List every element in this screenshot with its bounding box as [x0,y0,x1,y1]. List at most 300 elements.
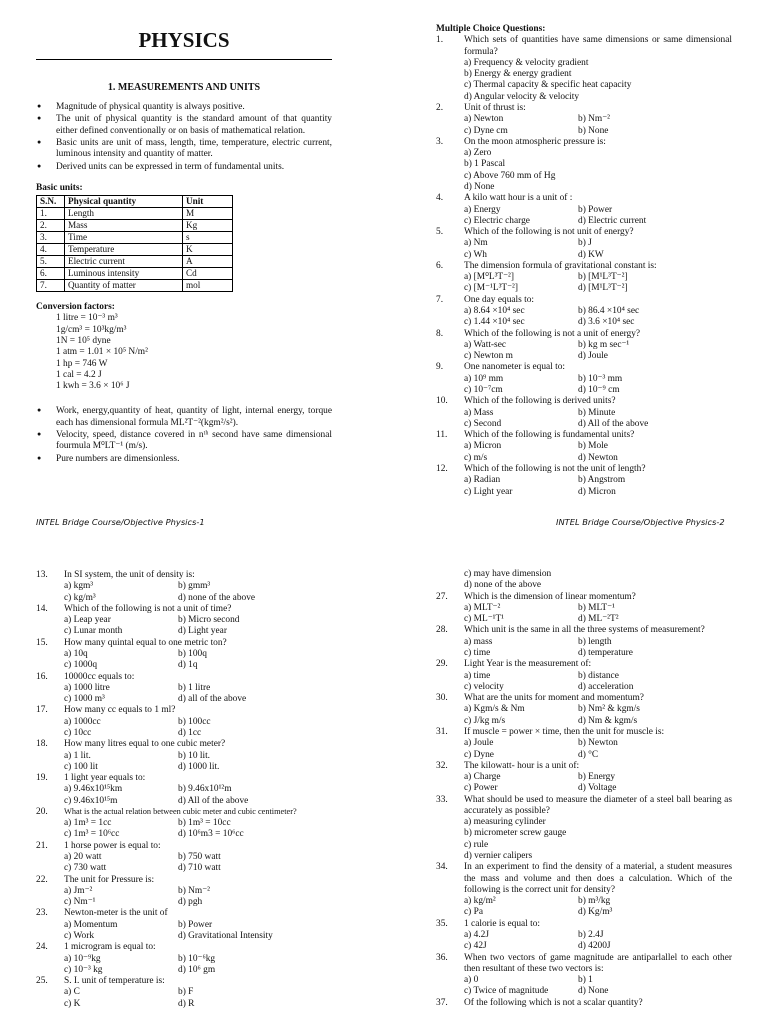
answer-option: b) MLT⁻¹ [578,602,615,613]
answer-option: b) 86.4 ×10⁴ sec [578,306,640,317]
answer-option: b) 10⁻³ mm [578,373,623,384]
table-cell: A [183,256,233,268]
question-number: 30. [436,693,448,704]
answer-option: b) Mole [578,441,608,452]
answer-option: c) Nm⁻¹ [64,897,96,908]
option-group [36,649,336,672]
answer-option: c) Power [464,783,498,794]
question-number: 35. [436,918,448,929]
question-number: 20. [36,806,48,817]
question-number: 33. [436,794,448,805]
basic-units-heading: Basic units: [36,182,83,193]
question-text: 1 microgram is equal to: [64,942,156,953]
answer-option: b) Nm⁻² [178,885,210,896]
answer-option: b) Power [578,204,613,215]
option-group [436,704,732,727]
option-group [36,852,336,875]
answer-option: c) 1000q [64,660,98,671]
question-item [36,875,336,909]
mcq-list-page3 [36,570,336,1010]
answer-option: c) Pa [464,907,484,918]
question-text: A kilo watt hour is a unit of : [464,193,573,204]
question-item [436,693,732,727]
answer-option: a) 1000cc [64,716,101,727]
question-row [36,773,336,784]
bullet-item: ● The unit of physical quantity is the standard amount of that quantity either defined conventionally or on basis of mathematical relation. [36,114,332,137]
answer-option: d) Light year [178,626,227,637]
answer-option: a) Kgm/s & Nm [464,704,525,715]
answer-option: c) 100 lit [64,761,98,772]
bullet-item: ● Pure numbers are dimensionless. [36,454,332,465]
question-row [436,261,732,272]
answer-option: d) Angular velocity & velocity [464,91,580,102]
answer-option: a) [M⁰L³T⁻²] [464,272,514,283]
answer-option: a) kg/m² [464,896,496,907]
answer-option: d) Micron [578,486,616,497]
intro-bullet-list [36,102,332,173]
option-group [436,148,732,193]
question-number: 24. [36,942,48,953]
question-text: Which of the following is not the unit of length? [464,463,646,474]
option-group [436,340,732,363]
answer-option: d) Electric current [578,215,647,226]
question-number: 36. [436,952,448,963]
option-group [436,408,732,431]
answer-option: a) Energy [464,204,501,215]
question-text: Unit of thrust is: [464,102,526,113]
question-text: The unit for Pressure is: [64,874,155,885]
question-number: 13. [36,570,48,580]
question-text: Which of the following is not a unit of time? [64,603,232,614]
answer-option: c) velocity [464,681,504,692]
question-text: The dimension formula of gravitational constant is: [464,260,657,271]
answer-option: d) All of the above [578,418,649,429]
question-number: 27. [436,591,448,602]
question-row [436,193,732,204]
answer-option: c) 10cc [64,727,92,738]
answer-option: d) all of the above [178,694,247,705]
question-row [436,795,732,818]
bullet-item: ● Magnitude of physical quantity is always positive. [36,102,332,113]
answer-option: a) mass [464,636,493,647]
table-header-row [37,196,233,208]
answer-option: d) none of the above [464,580,542,591]
answer-option: c) Lunar month [64,626,123,637]
answer-option: a) Newton [464,114,504,125]
answer-option: b) Nm² & kgm/s [578,704,640,715]
answer-option: d) All of the above [178,795,249,806]
answer-option: a) Micron [464,441,502,452]
option-group [436,738,732,761]
answer-option: b) Newton [578,738,618,749]
question-item [36,739,336,773]
question-item [436,727,732,761]
table-row [37,244,233,256]
table-cell: Cd [183,268,233,280]
question-text: Newton-meter is the unit of [64,908,168,919]
answer-option: d) [M¹L³T⁻²] [578,283,628,294]
question-text: What is the actual relation between cubic meter and cubic centimeter? [64,806,297,816]
question-row [36,976,336,987]
answer-option: b) kg m sec⁻¹ [578,339,630,350]
question-text: On the moon atmospheric pressure is: [464,136,606,147]
answer-option: b) 9.46x10¹²m [178,784,232,795]
answer-option: a) 10⁹ mm [464,373,504,384]
question-number: 8. [436,328,444,339]
answer-option: d) ML⁻²T² [578,614,619,625]
option-group [436,114,732,137]
answer-option: d) acceleration [578,681,634,692]
question-text: Which of the following is fundamental units? [464,430,635,441]
question-item [436,227,732,261]
answer-option: a) 9.46x10¹⁵km [64,784,123,795]
table-header-cell: S.N. [37,196,65,208]
question-number: 16. [36,671,48,682]
question-text: 1 calorie is equal to: [464,918,541,929]
answer-option: a) kgm³ [64,581,94,592]
answer-option: b) 10 lit. [178,750,211,761]
table-cell: mol [183,280,233,292]
answer-option: c) Twice of magnitude [464,986,549,997]
answer-option: b) Nm⁻² [578,114,610,125]
question-row [436,362,732,373]
question-row [436,430,732,441]
answer-option: d) temperature [578,647,633,658]
answer-option: b) 1 litre [178,682,211,693]
bullet-item: ● Derived units can be expressed in term of fundamental units. [36,162,332,173]
table-cell: Quantity of matter [65,280,183,292]
question-row [36,908,336,919]
question-number: 3. [436,136,444,147]
table-cell: M [183,208,233,220]
question-item [436,862,732,918]
question-item [36,976,336,1010]
option-group [36,751,336,774]
option-group [436,603,732,626]
table-row [37,268,233,280]
question-number: 1. [436,35,444,46]
question-row [436,998,732,1009]
question-number: 19. [36,773,48,784]
table-row [37,220,233,232]
option-group [36,920,336,943]
conversion-item: 1 cal = 4.2 J [56,369,102,380]
answer-option: b) Power [178,919,213,930]
question-item [36,705,336,739]
question-number: 11. [436,430,448,441]
conversion-item: 1 kwh = 3.6 × 10⁶ J [56,381,130,392]
answer-option: c) Work [64,931,95,941]
answer-option: b) 1 [578,975,593,986]
page-sheet-2 [0,522,768,1024]
table-cell: 7. [37,280,65,292]
table-cell: 3. [37,232,65,244]
question-item [36,841,336,875]
continued-options [436,569,732,592]
question-number: 23. [36,908,48,919]
question-item [436,761,732,795]
question-text: Light Year is the measurement of: [464,659,592,670]
answer-option: a) time [464,670,491,681]
question-item [36,773,336,807]
question-item [436,193,732,227]
question-item [436,261,732,295]
question-text: Which of the following is derived units? [464,396,616,407]
answer-option: d) None [578,986,609,997]
table-header-cell: Unit [183,196,233,208]
question-row [436,103,732,114]
question-item [36,604,336,638]
answer-option: c) may have dimension [464,569,552,579]
answer-option: c) time [464,647,491,658]
answer-option: c) [M⁻¹L³T⁻²] [464,283,518,294]
answer-option: c) ML⁻¹T¹ [464,614,504,625]
question-number: 5. [436,227,444,238]
dimension-bullet-list [36,406,332,464]
question-row [436,227,732,238]
conversion-heading: Conversion factors: [36,302,115,313]
answer-option: a) 1 lit. [64,750,91,761]
answer-option: a) 20 watt [64,852,102,863]
question-text: Which of the following is not a unit of energy? [464,328,641,339]
answer-option: d) Kg/m³ [578,907,613,918]
answer-option: d) 1cc [178,727,202,738]
question-number: 10. [436,396,448,407]
answer-option: c) 1000 m³ [64,694,105,705]
bullet-item: ● Work, energy,quantity of heat, quantity of light, internal energy, torque each has dimensional formula ML²T⁻²(kgm²/s²). [36,406,332,429]
question-text: The kilowatt- hour is a unit of: [464,760,580,771]
question-item [436,625,732,659]
footer-page1: INTEL Bridge Course/Objective Physics-1 [36,517,205,527]
question-number: 2. [436,102,444,113]
answer-option: d) 3.6 ×10⁴ sec [578,317,635,328]
question-text: In SI system, the unit of density is: [64,570,195,580]
question-number: 15. [36,637,48,648]
option-group [36,581,336,604]
option-group [436,671,732,694]
answer-option: a) Frequency & velocity gradient [464,57,589,68]
option-group [436,896,732,919]
answer-option: b) 1 Pascal [464,159,506,170]
question-row [36,942,336,953]
answer-option: a) Mass [464,407,494,418]
question-row [436,953,732,976]
answer-option: b) Micro second [178,615,240,626]
answer-option: d) None [464,181,495,192]
answer-option: c) 9.46x10¹⁵m [64,795,118,806]
chapter-heading: 1. MEASUREMENTS AND UNITS [107,82,261,94]
answer-option: b) Energy & energy gradient [464,69,572,80]
page-title: PHYSICS [138,28,230,52]
footer-page2: INTEL Bridge Course/Objective Physics-2 [556,517,725,527]
question-text: Which sets of quantities have same dimensions or same dimensional formula? [464,35,732,57]
answer-option: b) [M¹L³T⁻²] [578,272,628,283]
question-row [36,875,336,886]
table-cell: 4. [37,244,65,256]
answer-option: c) 10⁻³ kg [64,964,103,975]
table-row [37,280,233,292]
option-group [436,772,732,795]
answer-option: d) 10⁶m3 = 10⁶cc [178,829,244,840]
conversion-item: 1g/cm³ = 10³kg/m³ [56,324,127,335]
bullet-item: ● Velocity, speed, distance covered in nᵗʰ second have same dimensional fourmula M⁰LT⁻¹ (m/s). [36,430,332,453]
question-row [436,464,732,475]
question-item [36,672,336,706]
answer-option: d) °C [578,749,599,760]
answer-option: b) 100cc [178,716,211,727]
question-item [436,430,732,464]
answer-option: c) Above 760 mm of Hg [464,170,556,181]
answer-option: b) J [578,238,592,249]
question-text: S. I. unit of temperature is: [64,976,165,987]
conversion-item: 1N = 10⁵ dyne [56,336,111,346]
question-text: What should be used to measure the diameter of a steel ball bearing as accurately as possible? [464,794,732,816]
answer-option: b) Minute [578,407,616,418]
answer-option: b) Angstrom [578,475,626,486]
answer-option: b) 1m³ = 10cc [178,818,231,829]
answer-option: a) Charge [464,772,501,783]
question-text: Which of the following is not unit of energy? [464,227,634,238]
option-group [36,886,336,909]
answer-option: c) 42J [464,941,487,952]
answer-option: a) 10q [64,648,88,659]
question-text: 1 horse power is equal to: [64,840,161,851]
answer-option: c) m/s [464,452,488,463]
answer-option: a) Zero [464,148,492,159]
answer-option: b) distance [578,670,619,681]
answer-option: b) 100q [178,648,207,659]
option-group [436,58,732,103]
option-group [436,441,732,464]
question-row [436,396,732,407]
table-cell: Length [65,208,183,220]
answer-option: d) 1000 lit. [178,761,220,772]
answer-option: a) 0 [464,975,479,986]
option-group [36,615,336,638]
question-number: 37. [436,997,448,1008]
answer-option: d) Nm & kgm/s [578,715,638,726]
table-cell: Luminous intensity [65,268,183,280]
basic-units-table [36,195,233,292]
table-cell: Temperature [65,244,183,256]
answer-option: a) Radian [464,475,501,486]
page1-column [36,0,332,466]
question-row [36,739,336,750]
option-group [436,205,732,228]
page2-column [436,0,732,498]
answer-option: d) 10⁶ gm [178,964,216,975]
question-text: How many quintal equal to one metric ton? [64,637,227,648]
table-cell: 5. [37,256,65,268]
question-row [436,659,732,670]
question-row [436,862,732,896]
option-group [36,954,336,977]
option-group [436,817,732,862]
table-cell: K [183,244,233,256]
question-row [436,137,732,148]
answer-option: a) Nm [464,238,488,249]
table-row [37,232,233,244]
option-group [36,717,336,740]
table-cell: Time [65,232,183,244]
answer-option: b) 750 watt [178,852,221,863]
question-text: One nanometer is equal to: [464,362,566,373]
option-group [436,975,732,998]
bullet-item: ● Basic units are unit of mass, length, time, temperature, electric current, luminous intensity and quantity of matter. [36,138,332,161]
answer-option: d) Newton [578,452,618,463]
answer-option: a) Leap year [64,615,111,626]
conversion-item: 1 atm = 1.01 × 10⁵ N/m² [56,347,148,358]
title-rule [36,59,332,60]
answer-option: c) J/kg m/s [464,715,506,726]
answer-option: c) 1.44 ×10⁴ sec [464,317,525,328]
question-text: How many cc equals to 1 ml? [64,705,176,716]
question-number: 7. [436,294,444,305]
question-text: How many litres equal to one cubic meter? [64,739,226,750]
question-text: 1 light year equals to: [64,773,146,784]
table-cell: s [183,232,233,244]
question-text: 10000cc equals to: [64,671,135,682]
question-item [36,807,336,841]
answer-option: a) Watt-sec [464,339,507,350]
option-group [436,306,732,329]
question-number: 9. [436,362,444,373]
answer-option: b) 10⁻⁶kg [178,953,216,964]
question-row [436,727,732,738]
answer-option: c) K [64,998,81,1009]
option-group [436,475,732,498]
question-text: Which is the dimension of linear momentum? [464,591,636,602]
question-row [436,625,732,636]
question-number: 31. [436,726,448,737]
question-item [436,329,732,363]
answer-option: a) 10⁻⁹kg [64,953,101,964]
answer-option: d) vernier calipers [464,851,533,862]
answer-option: d) 1q [178,660,198,671]
question-item [436,103,732,137]
mcq-list-page4 [436,592,732,1009]
question-number: 29. [436,659,448,670]
question-row [436,592,732,603]
option-group [436,930,732,953]
answer-option: b) length [578,636,612,647]
answer-option: a) Momentum [64,919,118,930]
answer-option: c) 10⁻⁷cm [464,385,503,395]
question-text: Of the following which is not a scalar quantity? [464,997,643,1008]
answer-option: a) 4.2J [464,930,489,940]
question-item [436,659,732,693]
mcq-list-page2 [436,35,732,498]
option-group [36,683,336,706]
question-number: 28. [436,625,448,636]
question-item [36,908,336,942]
answer-option: d) Joule [578,351,608,362]
answer-option: c) Wh [464,249,487,260]
table-cell: 2. [37,220,65,232]
answer-option: c) kg/m³ [64,592,96,603]
answer-option: c) 730 watt [64,863,107,874]
option-group [436,238,732,261]
mcq-heading: Multiple Choice Questions: [436,24,546,34]
question-item [436,362,732,396]
question-item [436,464,732,498]
question-row [436,693,732,704]
answer-option: d) none of the above [178,592,256,603]
answer-option: a) Jm⁻² [64,885,93,896]
question-row [436,919,732,930]
question-item [436,35,732,103]
option-group [36,784,336,807]
